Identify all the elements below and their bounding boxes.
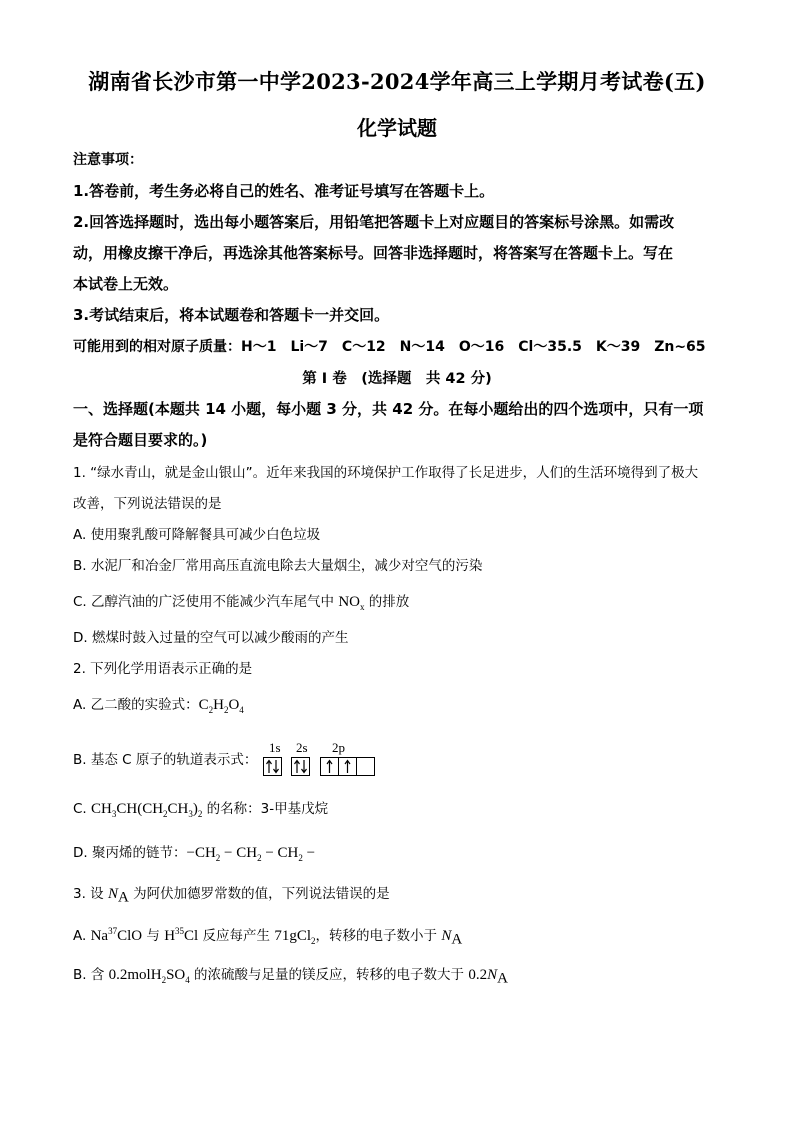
- f-h: H: [213, 697, 224, 713]
- symbol-na-sub: A: [451, 931, 463, 948]
- part-title: 第 I 卷 (选择题 共 42 分): [302, 371, 492, 387]
- page-subtitle: 化学试题: [357, 116, 437, 140]
- q2-option-d: [73, 843, 315, 863]
- f-part: CH: [116, 801, 138, 817]
- value-0-2: 0.2: [468, 967, 488, 983]
- q1-option-c-text: C. 乙醇汽油的广泛使用不能减少汽车尾气中: [73, 594, 339, 610]
- q2-option-b: B. 基态 C 原子的轨道表示式：: [73, 752, 258, 768]
- q2-option-a-text: A. 乙二酸的实验式：: [73, 697, 199, 713]
- f-part: 71gCl: [274, 928, 312, 944]
- f-part: CH: [91, 801, 112, 817]
- q3-option-a-text: 反应每产生: [198, 928, 275, 944]
- note-2-line-1: 2.回答选择题时，选出每小题答案后，用铅笔把答题卡上对应题目的答案标号涂黑。如需改: [73, 213, 675, 231]
- q1-option-a: A. 使用聚乳酸可降解餐具可减少白色垃圾: [73, 527, 321, 543]
- q3-stem: [73, 884, 390, 904]
- f-c-sub: 2: [208, 705, 214, 715]
- q2-option-c: [73, 799, 328, 819]
- q2-option-a: [73, 695, 244, 715]
- f-part: − CH: [220, 845, 258, 861]
- section-instruction-line-1: 一、选择题(本题共 14 小题，每小题 3 分，共 42 分。在每小题给出的四个选项中，只有一项: [73, 400, 704, 418]
- formula-nox: [338, 594, 364, 610]
- q2-stem: 2. 下列化学用语表示正确的是: [73, 661, 253, 677]
- notes-heading: 注意事项：: [73, 152, 143, 168]
- q2-option-c-text-end: 的名称：3-甲基戊烷: [202, 801, 329, 817]
- note-2-line-3: 本试卷上无效。: [73, 275, 179, 293]
- orbital-box-2p-3: [356, 757, 375, 776]
- f-o-sub: 4: [239, 705, 244, 715]
- q3-option-b-text: B. 含: [73, 967, 109, 983]
- f-part: Na: [90, 928, 109, 944]
- f-sub: 2: [215, 853, 221, 863]
- f-part: H: [164, 928, 176, 944]
- note-2-line-2: 动，用橡皮擦干净后，再选涂其他答案标号。回答非选择题时，将答案写在答题卡上。写在: [73, 244, 674, 262]
- note-1: 1.答卷前，考生务必将自己的姓名、准考证号填写在答题卡上。: [73, 182, 495, 200]
- q2-option-c-text: C.: [73, 801, 92, 817]
- orbital-box-2p-2: [338, 757, 357, 776]
- f-part: ): [192, 801, 198, 817]
- formula-chain-unit: [186, 845, 315, 861]
- q1-option-b: B. 水泥厂和冶金厂常用高压直流电除去大量烟尘，减少对空气的污染: [73, 558, 483, 574]
- q3-option-a-text: 与: [142, 928, 165, 944]
- up-arrow-icon: [339, 758, 356, 775]
- f-sub: 4: [185, 975, 190, 985]
- q3-option-b: [73, 965, 508, 985]
- formula-3-methylpentane: [91, 801, 202, 817]
- atomic-mass-line: 可能用到的相对原子质量：H～1 Li～7 C～12 N～14 O～16 Cl～35.5 K～39 Zn~65: [73, 339, 706, 355]
- orbital-label-1s: 1s: [269, 740, 281, 755]
- f-sub: 2: [161, 975, 167, 985]
- formula-cl2: [274, 928, 315, 944]
- up-arrow-icon: [321, 758, 338, 775]
- orbital-label-2s: 2s: [296, 740, 308, 755]
- q3-option-a-text: ，转移的电子数小于: [315, 928, 442, 944]
- symbol-na-sub: A: [497, 970, 508, 987]
- symbol-na: N: [107, 886, 118, 902]
- q1-option-c-text-end: 的排放: [364, 594, 410, 610]
- symbol-na: N: [487, 967, 498, 983]
- f-sub: 3: [188, 809, 193, 819]
- formula-h2so4: [109, 967, 190, 983]
- q3-stem-text: 3. 设: [73, 886, 108, 902]
- f-sub: 2: [163, 809, 168, 819]
- f-h-sub: 2: [223, 705, 229, 715]
- f-part: − CH: [261, 845, 299, 861]
- q1-stem-line-2: 改善，下列说法错误的是: [73, 496, 222, 512]
- formula-nox-sub: x: [359, 602, 365, 612]
- q1-option-c: [73, 592, 409, 612]
- symbol-na: N: [441, 928, 452, 944]
- formula-hcl: [164, 928, 198, 944]
- section-instruction-line-2: 是符合题目要求的。): [73, 431, 208, 449]
- q3-stem-text-end: 为阿伏加德罗常数的值，下列说法错误的是: [128, 886, 390, 902]
- f-part: CH: [167, 801, 189, 817]
- paired-electrons-icon: [292, 758, 309, 775]
- formula-nox-base: NO: [338, 594, 360, 610]
- q2-option-d-text: D. 聚丙烯的链节：: [73, 845, 187, 861]
- f-sub: 2: [298, 853, 303, 863]
- q1-stem-line-1: 1. “绿水青山，就是金山银山”。近年来我国的环境保护工作取得了长足进步，人们的生活环境得到了极大: [73, 465, 699, 481]
- f-sub: 2: [311, 936, 316, 946]
- note-3: 3.考试结束后，将本试题卷和答题卡一并交回。: [73, 306, 390, 324]
- f-part: −: [302, 845, 316, 861]
- f-part: (CH: [137, 801, 164, 817]
- f-part: Cl: [184, 928, 199, 944]
- formula-naclo: [91, 928, 143, 944]
- orbital-box-1s: [263, 757, 282, 776]
- f-sub: 2: [257, 853, 262, 863]
- orbital-box-2s: [291, 757, 310, 776]
- f-part: 0.2molH: [108, 967, 162, 983]
- symbol-na-sub: A: [117, 889, 129, 906]
- f-sub: 2: [197, 809, 203, 819]
- q3-option-a-text: A.: [73, 928, 91, 944]
- f-part: −CH: [186, 845, 216, 861]
- f-sub: 3: [111, 809, 117, 819]
- f-o: O: [228, 697, 240, 713]
- f-part: SO: [166, 967, 186, 983]
- f-part: ClO: [117, 928, 143, 944]
- f-c: C: [198, 697, 209, 713]
- paired-electrons-icon: [264, 758, 281, 775]
- q3-option-a: [73, 926, 462, 946]
- q3-option-b-text: 的浓硫酸与足量的镁反应，转移的电子数大于: [189, 967, 469, 983]
- q1-option-d: D. 燃煤时鼓入过量的空气可以减少酸雨的产生: [73, 630, 349, 646]
- formula-c2h2o4: [199, 697, 244, 713]
- f-sup: 37: [108, 926, 118, 936]
- page-title: 湖南省长沙市第一中学2023-2024学年高三上学期月考试卷(五): [88, 69, 706, 94]
- f-sup: 35: [175, 926, 185, 936]
- orbital-label-2p: 2p: [332, 740, 345, 755]
- orbital-box-2p-1: [320, 757, 339, 776]
